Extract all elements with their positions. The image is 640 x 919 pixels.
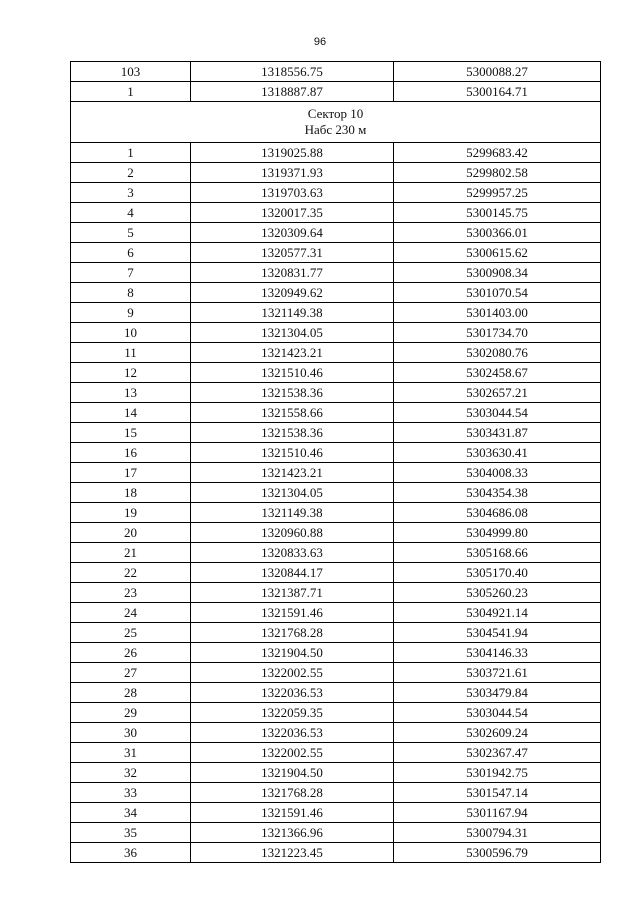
y-coordinate-cell: 5300615.62	[394, 243, 601, 263]
table-row	[71, 203, 601, 223]
x-coordinate-cell: 1321149.38	[191, 303, 394, 323]
y-coordinate-cell: 5301942.75	[394, 763, 601, 783]
point-number-cell: 18	[71, 483, 191, 503]
y-coordinate-cell: 5303044.54	[394, 703, 601, 723]
table-row	[71, 623, 601, 643]
y-coordinate-cell: 5302080.76	[394, 343, 601, 363]
table-row	[71, 283, 601, 303]
x-coordinate-cell: 1322036.53	[191, 683, 394, 703]
table-row	[71, 803, 601, 823]
y-coordinate-cell: 5302458.67	[394, 363, 601, 383]
table-row	[71, 543, 601, 563]
table-row	[71, 443, 601, 463]
table-row	[71, 503, 601, 523]
point-number-cell: 23	[71, 583, 191, 603]
table-row	[71, 403, 601, 423]
y-coordinate-cell: 5304354.38	[394, 483, 601, 503]
coordinates-table	[70, 61, 601, 863]
table-row	[71, 603, 601, 623]
x-coordinate-cell: 1321387.71	[191, 583, 394, 603]
x-coordinate-cell: 1319025.88	[191, 143, 394, 163]
table-row	[71, 62, 601, 82]
x-coordinate-cell: 1318556.75	[191, 62, 394, 82]
x-coordinate-cell: 1320960.88	[191, 523, 394, 543]
point-number-cell: 24	[71, 603, 191, 623]
x-coordinate-cell: 1321904.50	[191, 763, 394, 783]
y-coordinate-cell: 5301403.00	[394, 303, 601, 323]
point-number-cell: 22	[71, 563, 191, 583]
table-row	[71, 383, 601, 403]
point-number-cell: 1	[71, 82, 191, 102]
point-number-cell: 6	[71, 243, 191, 263]
table-row	[71, 423, 601, 443]
table-row	[71, 663, 601, 683]
point-number-cell: 5	[71, 223, 191, 243]
sector-header-body	[71, 102, 601, 143]
x-coordinate-cell: 1318887.87	[191, 82, 394, 102]
table-row	[71, 323, 601, 343]
table-row	[71, 523, 601, 543]
point-number-cell: 27	[71, 663, 191, 683]
x-coordinate-cell: 1320017.35	[191, 203, 394, 223]
y-coordinate-cell: 5301547.14	[394, 783, 601, 803]
y-coordinate-cell: 5301167.94	[394, 803, 601, 823]
page-number: 96	[313, 36, 327, 48]
sector-header-cell	[71, 102, 601, 143]
table-row	[71, 363, 601, 383]
y-coordinate-cell: 5302657.21	[394, 383, 601, 403]
y-coordinate-cell: 5304686.08	[394, 503, 601, 523]
point-number-cell: 12	[71, 363, 191, 383]
table-row	[71, 483, 601, 503]
table-row	[71, 723, 601, 743]
x-coordinate-cell: 1321423.21	[191, 463, 394, 483]
y-coordinate-cell: 5303630.41	[394, 443, 601, 463]
table-row	[71, 683, 601, 703]
x-coordinate-cell: 1320949.62	[191, 283, 394, 303]
x-coordinate-cell: 1320577.31	[191, 243, 394, 263]
point-number-cell: 13	[71, 383, 191, 403]
y-coordinate-cell: 5305168.66	[394, 543, 601, 563]
x-coordinate-cell: 1319371.93	[191, 163, 394, 183]
table-row	[71, 263, 601, 283]
y-coordinate-cell: 5300596.79	[394, 843, 601, 863]
point-number-cell: 32	[71, 763, 191, 783]
x-coordinate-cell: 1321423.21	[191, 343, 394, 363]
x-coordinate-cell: 1321558.66	[191, 403, 394, 423]
x-coordinate-cell: 1320309.64	[191, 223, 394, 243]
table-row	[71, 183, 601, 203]
x-coordinate-cell: 1321149.38	[191, 503, 394, 523]
y-coordinate-cell: 5299683.42	[394, 143, 601, 163]
point-number-cell: 11	[71, 343, 191, 363]
point-number-cell: 26	[71, 643, 191, 663]
y-coordinate-cell: 5299957.25	[394, 183, 601, 203]
x-coordinate-cell: 1321591.46	[191, 803, 394, 823]
point-number-cell: 4	[71, 203, 191, 223]
table-row	[71, 223, 601, 243]
y-coordinate-cell: 5304008.33	[394, 463, 601, 483]
point-number-cell: 35	[71, 823, 191, 843]
table-row	[71, 463, 601, 483]
point-number-cell: 1	[71, 143, 191, 163]
x-coordinate-cell: 1320844.17	[191, 563, 394, 583]
point-number-cell: 28	[71, 683, 191, 703]
y-coordinate-cell: 5300164.71	[394, 82, 601, 102]
x-coordinate-cell: 1321538.36	[191, 423, 394, 443]
point-number-cell: 8	[71, 283, 191, 303]
table-row	[71, 563, 601, 583]
x-coordinate-cell: 1320831.77	[191, 263, 394, 283]
table-row	[71, 343, 601, 363]
x-coordinate-cell: 1322036.53	[191, 723, 394, 743]
y-coordinate-cell: 5300366.01	[394, 223, 601, 243]
sector-title: Сектор 10	[307, 106, 364, 121]
y-coordinate-cell: 5304921.14	[394, 603, 601, 623]
y-coordinate-cell: 5300908.34	[394, 263, 601, 283]
table-row	[71, 703, 601, 723]
y-coordinate-cell: 5305260.23	[394, 583, 601, 603]
table-row	[71, 243, 601, 263]
point-number-cell: 9	[71, 303, 191, 323]
point-number-cell: 16	[71, 443, 191, 463]
point-number-cell: 31	[71, 743, 191, 763]
y-coordinate-cell: 5304541.94	[394, 623, 601, 643]
sector-subtitle: Набс 230 м	[304, 122, 367, 137]
table-row	[71, 143, 601, 163]
table-row	[71, 163, 601, 183]
table-row	[71, 643, 601, 663]
point-number-cell: 15	[71, 423, 191, 443]
y-coordinate-cell: 5305170.40	[394, 563, 601, 583]
point-number-cell: 33	[71, 783, 191, 803]
table-row	[71, 743, 601, 763]
table-row	[71, 303, 601, 323]
y-coordinate-cell: 5304999.80	[394, 523, 601, 543]
x-coordinate-cell: 1321510.46	[191, 363, 394, 383]
point-number-cell: 29	[71, 703, 191, 723]
y-coordinate-cell: 5303044.54	[394, 403, 601, 423]
point-number-cell: 103	[71, 62, 191, 82]
table-row	[71, 763, 601, 783]
y-coordinate-cell: 5301070.54	[394, 283, 601, 303]
x-coordinate-cell: 1319703.63	[191, 183, 394, 203]
y-coordinate-cell: 5303721.61	[394, 663, 601, 683]
sector-header-row	[71, 102, 601, 143]
point-number-cell: 34	[71, 803, 191, 823]
table-row	[71, 583, 601, 603]
x-coordinate-cell: 1321366.96	[191, 823, 394, 843]
y-coordinate-cell: 5302367.47	[394, 743, 601, 763]
x-coordinate-cell: 1321510.46	[191, 443, 394, 463]
y-coordinate-cell: 5301734.70	[394, 323, 601, 343]
point-number-cell: 14	[71, 403, 191, 423]
point-number-cell: 21	[71, 543, 191, 563]
x-coordinate-cell: 1322002.55	[191, 663, 394, 683]
point-number-cell: 19	[71, 503, 191, 523]
x-coordinate-cell: 1321904.50	[191, 643, 394, 663]
point-number-cell: 3	[71, 183, 191, 203]
point-number-cell: 2	[71, 163, 191, 183]
point-number-cell: 7	[71, 263, 191, 283]
point-number-cell: 10	[71, 323, 191, 343]
x-coordinate-cell: 1321768.28	[191, 623, 394, 643]
table-body-before-sector	[71, 62, 601, 102]
y-coordinate-cell: 5304146.33	[394, 643, 601, 663]
y-coordinate-cell: 5300088.27	[394, 62, 601, 82]
point-number-cell: 17	[71, 463, 191, 483]
y-coordinate-cell: 5299802.58	[394, 163, 601, 183]
x-coordinate-cell: 1321223.45	[191, 843, 394, 863]
x-coordinate-cell: 1320833.63	[191, 543, 394, 563]
point-number-cell: 20	[71, 523, 191, 543]
point-number-cell: 30	[71, 723, 191, 743]
y-coordinate-cell: 5302609.24	[394, 723, 601, 743]
table-row	[71, 823, 601, 843]
table-row	[71, 843, 601, 863]
table-body-sector-points	[71, 143, 601, 863]
x-coordinate-cell: 1321304.05	[191, 323, 394, 343]
y-coordinate-cell: 5300794.31	[394, 823, 601, 843]
x-coordinate-cell: 1321768.28	[191, 783, 394, 803]
y-coordinate-cell: 5303479.84	[394, 683, 601, 703]
y-coordinate-cell: 5300145.75	[394, 203, 601, 223]
table-row	[71, 783, 601, 803]
x-coordinate-cell: 1321591.46	[191, 603, 394, 623]
x-coordinate-cell: 1322002.55	[191, 743, 394, 763]
table-row	[71, 82, 601, 102]
y-coordinate-cell: 5303431.87	[394, 423, 601, 443]
x-coordinate-cell: 1321538.36	[191, 383, 394, 403]
x-coordinate-cell: 1321304.05	[191, 483, 394, 503]
point-number-cell: 25	[71, 623, 191, 643]
x-coordinate-cell: 1322059.35	[191, 703, 394, 723]
point-number-cell: 36	[71, 843, 191, 863]
